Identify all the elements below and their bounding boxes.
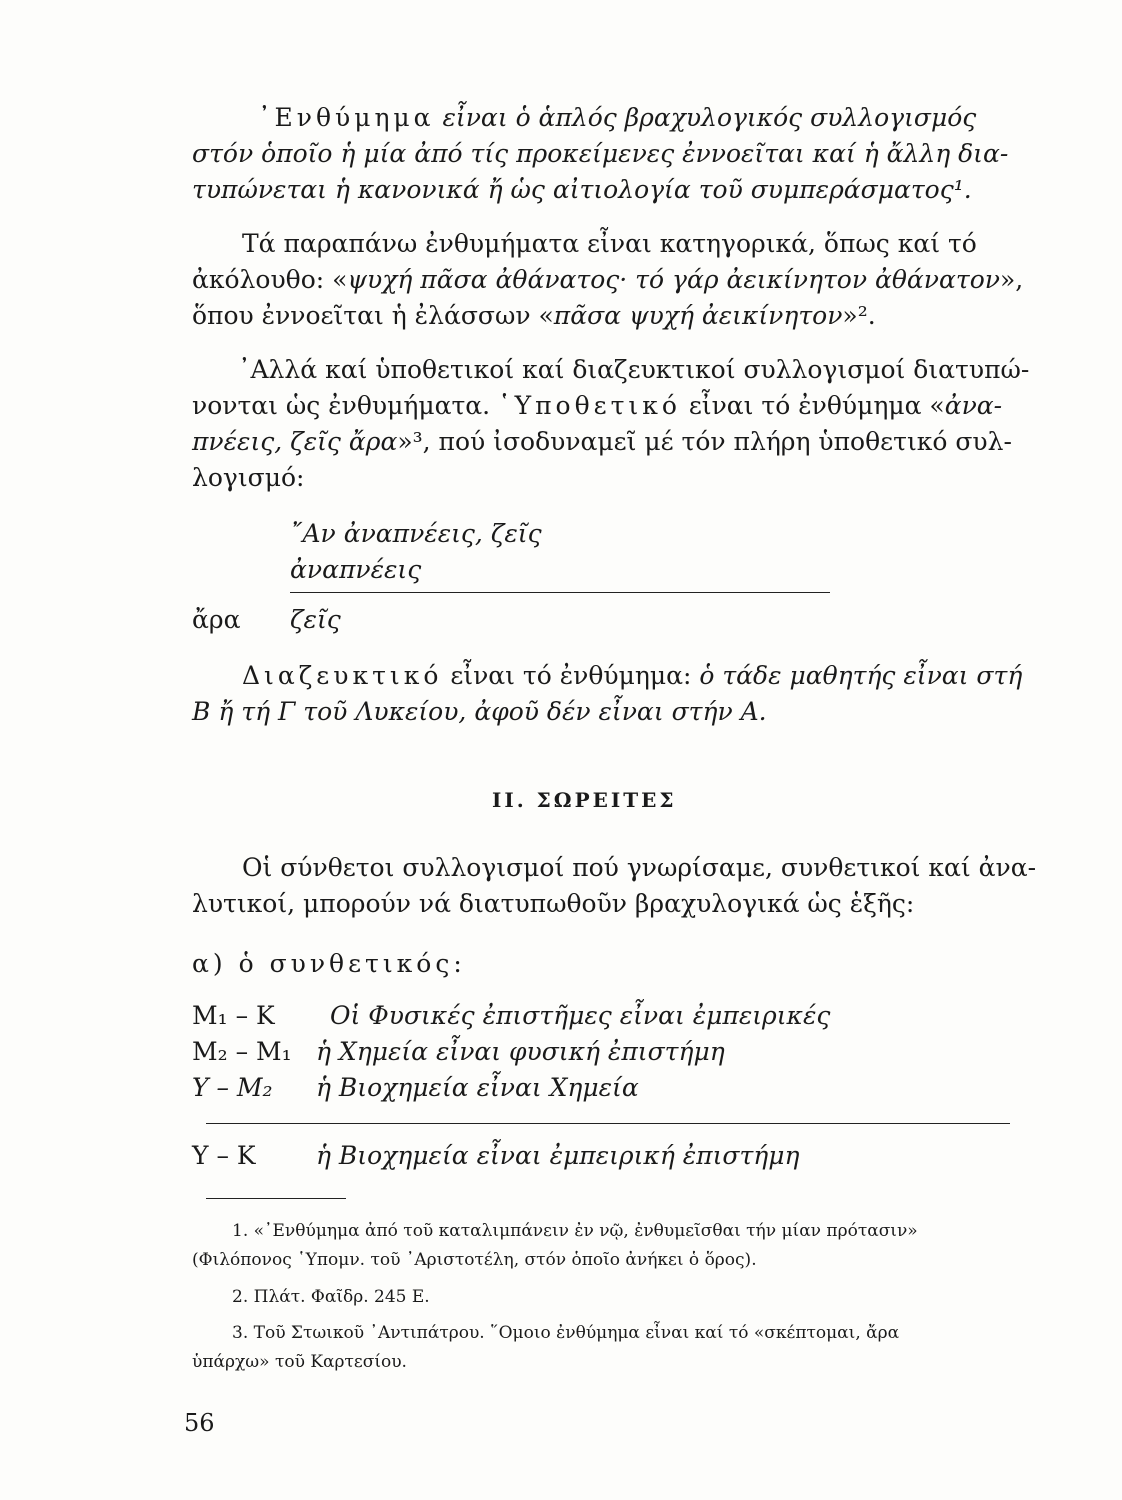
p2-line-2 [192, 265, 1023, 295]
sorites-row2-label: M₂ – M₁ [192, 1037, 292, 1066]
sorites-conclusion-text: ἡ Βιοχημεία εἶναι ἐμπειρική ἐπιστήμη [316, 1141, 800, 1170]
syllogism-ara: ἄρα [192, 605, 241, 634]
sorites-row2-text: ἡ Χημεία εἶναι φυσική ἐπιστήμη [316, 1037, 725, 1066]
p2-line-3 [192, 301, 876, 331]
p3-l2-c: εἶναι τό ἐνθύμημα « [688, 391, 945, 420]
syllogism-rule [290, 592, 830, 593]
p1-line-1-text: εἶναι ὁ ἁπλός βραχυλογικός συλλογισμός [442, 103, 977, 132]
p2-l3-quote: πᾶσα ψυχή ἀεικίνητον [553, 301, 843, 330]
p1-line-3: τυπώνεται ἡ κανονικά ἤ ὡς αἰτιολογία τοῦ συμπεράσματος¹. [192, 175, 972, 204]
section-heading: ΙΙ. ΣΩΡΕΙΤΕΣ [492, 788, 677, 812]
footnote-1-line-2: (Φιλόπονος ῾Υπομν. τοῦ ᾿Αριστοτέλη, στόν ὁποῖο ἀνήκει ὁ ὅρος). [192, 1250, 757, 1270]
footnote-3-line-2: ὑπάρχω» τοῦ Καρτεσίου. [192, 1352, 407, 1372]
p3-l3-b: »³, πού ἰσοδυναμεῖ μέ τόν πλήρη ὑποθετικό συλ- [397, 427, 1012, 456]
page-number: 56 [184, 1409, 215, 1437]
sorites-row3-label: Y – M₂ [192, 1073, 273, 1102]
footnote-3-line-1: 3. Τοῦ Στωικοῦ ᾿Αντιπάτρου. ῞Ομοιο ἐνθύμημα εἶναι καί τό «σκέπτομαι, ἄρα [232, 1323, 900, 1343]
p4-line-1 [242, 661, 1022, 691]
p2-l2-quote: ψυχή πᾶσα ἀθάνατος· τό γάρ ἀεικίνητον ἀθάνατον [347, 265, 1000, 294]
p5-line-2: λυτικοί, μπορούν νά διατυπωθοῦν βραχυλογικά ὡς ἑξῆς: [192, 889, 915, 918]
footnote-1-line-1: 1. «᾿Ενθύμημα ἀπό τοῦ καταλιμπάνειν ἐν νῷ, ἐνθυμεῖσθαι τήν μίαν πρότασιν» [232, 1221, 918, 1241]
term-enthymeme: ᾿Ενθύμημα [258, 103, 435, 132]
footnote-rule [206, 1198, 346, 1199]
p2-l3-c: »². [842, 301, 876, 330]
p3-l2-a: νονται ὡς ἐνθυμήματα. [192, 391, 491, 420]
p4-l1-c: ὁ τάδε μαθητής εἶναι στή [699, 661, 1023, 690]
syllogism-premise-2: ἀναπνέεις [290, 555, 422, 584]
p2-l2-c: », [999, 265, 1024, 294]
syllogism-premise-1: ῎Αν ἀναπνέεις, ζεῖς [290, 519, 542, 548]
p3-l3-quote: πνέεις, ζεῖς ἄρα [192, 427, 398, 456]
sorites-row1-label: M₁ – K [192, 1001, 275, 1030]
p2-line-1: Τά παραπάνω ἐνθυμήματα εἶναι κατηγορικά, ὅπως καί τό [242, 229, 977, 258]
sorites-row3-text: ἡ Βιοχημεία εἶναι Χημεία [316, 1073, 639, 1102]
term-hypothetical: ῾Υποθετικό [498, 391, 681, 420]
p4-line-2: Β ἤ τή Γ τοῦ Λυκείου, ἀφοῦ δέν εἶναι στήν Α. [192, 697, 767, 726]
case-a-label: α) ὁ συνθετικός: [192, 949, 466, 978]
term-disjunctive: Διαζευκτικό [242, 661, 443, 690]
sorites-row1-text: Οἱ Φυσικές ἐπιστῆμες εἶναι ἐμπειρικές [330, 1001, 831, 1030]
sorites-conclusion-label: Y – K [192, 1141, 256, 1170]
p3-line-3 [192, 427, 1012, 457]
footnote-2: 2. Πλάτ. Φαῖδρ. 245 Ε. [232, 1287, 430, 1307]
p3-l2-d: ἀνα- [944, 391, 1003, 420]
p4-l1-b: εἶναι τό ἐνθύμημα: [450, 661, 692, 690]
p2-l2-a: ἀκόλουθο: « [192, 265, 348, 294]
p2-l3-a: ὅπου ἐννοεῖται ἡ ἐλάσσων « [192, 301, 554, 330]
sorites-rule [206, 1123, 1010, 1124]
p3-line-4: λογισμό: [192, 463, 305, 492]
p3-line-1: ᾿Αλλά καί ὑποθετικοί καί διαζευκτικοί συλλογισμοί διατυπώ- [238, 355, 1030, 384]
p1-line-2: στόν ὁποῖο ἡ μία ἀπό τίς προκείμενες ἐννοεῖται καί ἡ ἄλλη δια- [192, 139, 1009, 168]
p5-line-1: Οἱ σύνθετοι συλλογισμοί πού γνωρίσαμε, συνθετικοί καί ἀνα- [242, 853, 1037, 882]
p3-line-2 [192, 391, 1002, 421]
syllogism-conclusion: ζεῖς [290, 605, 341, 634]
p1-line-1 [258, 103, 976, 133]
